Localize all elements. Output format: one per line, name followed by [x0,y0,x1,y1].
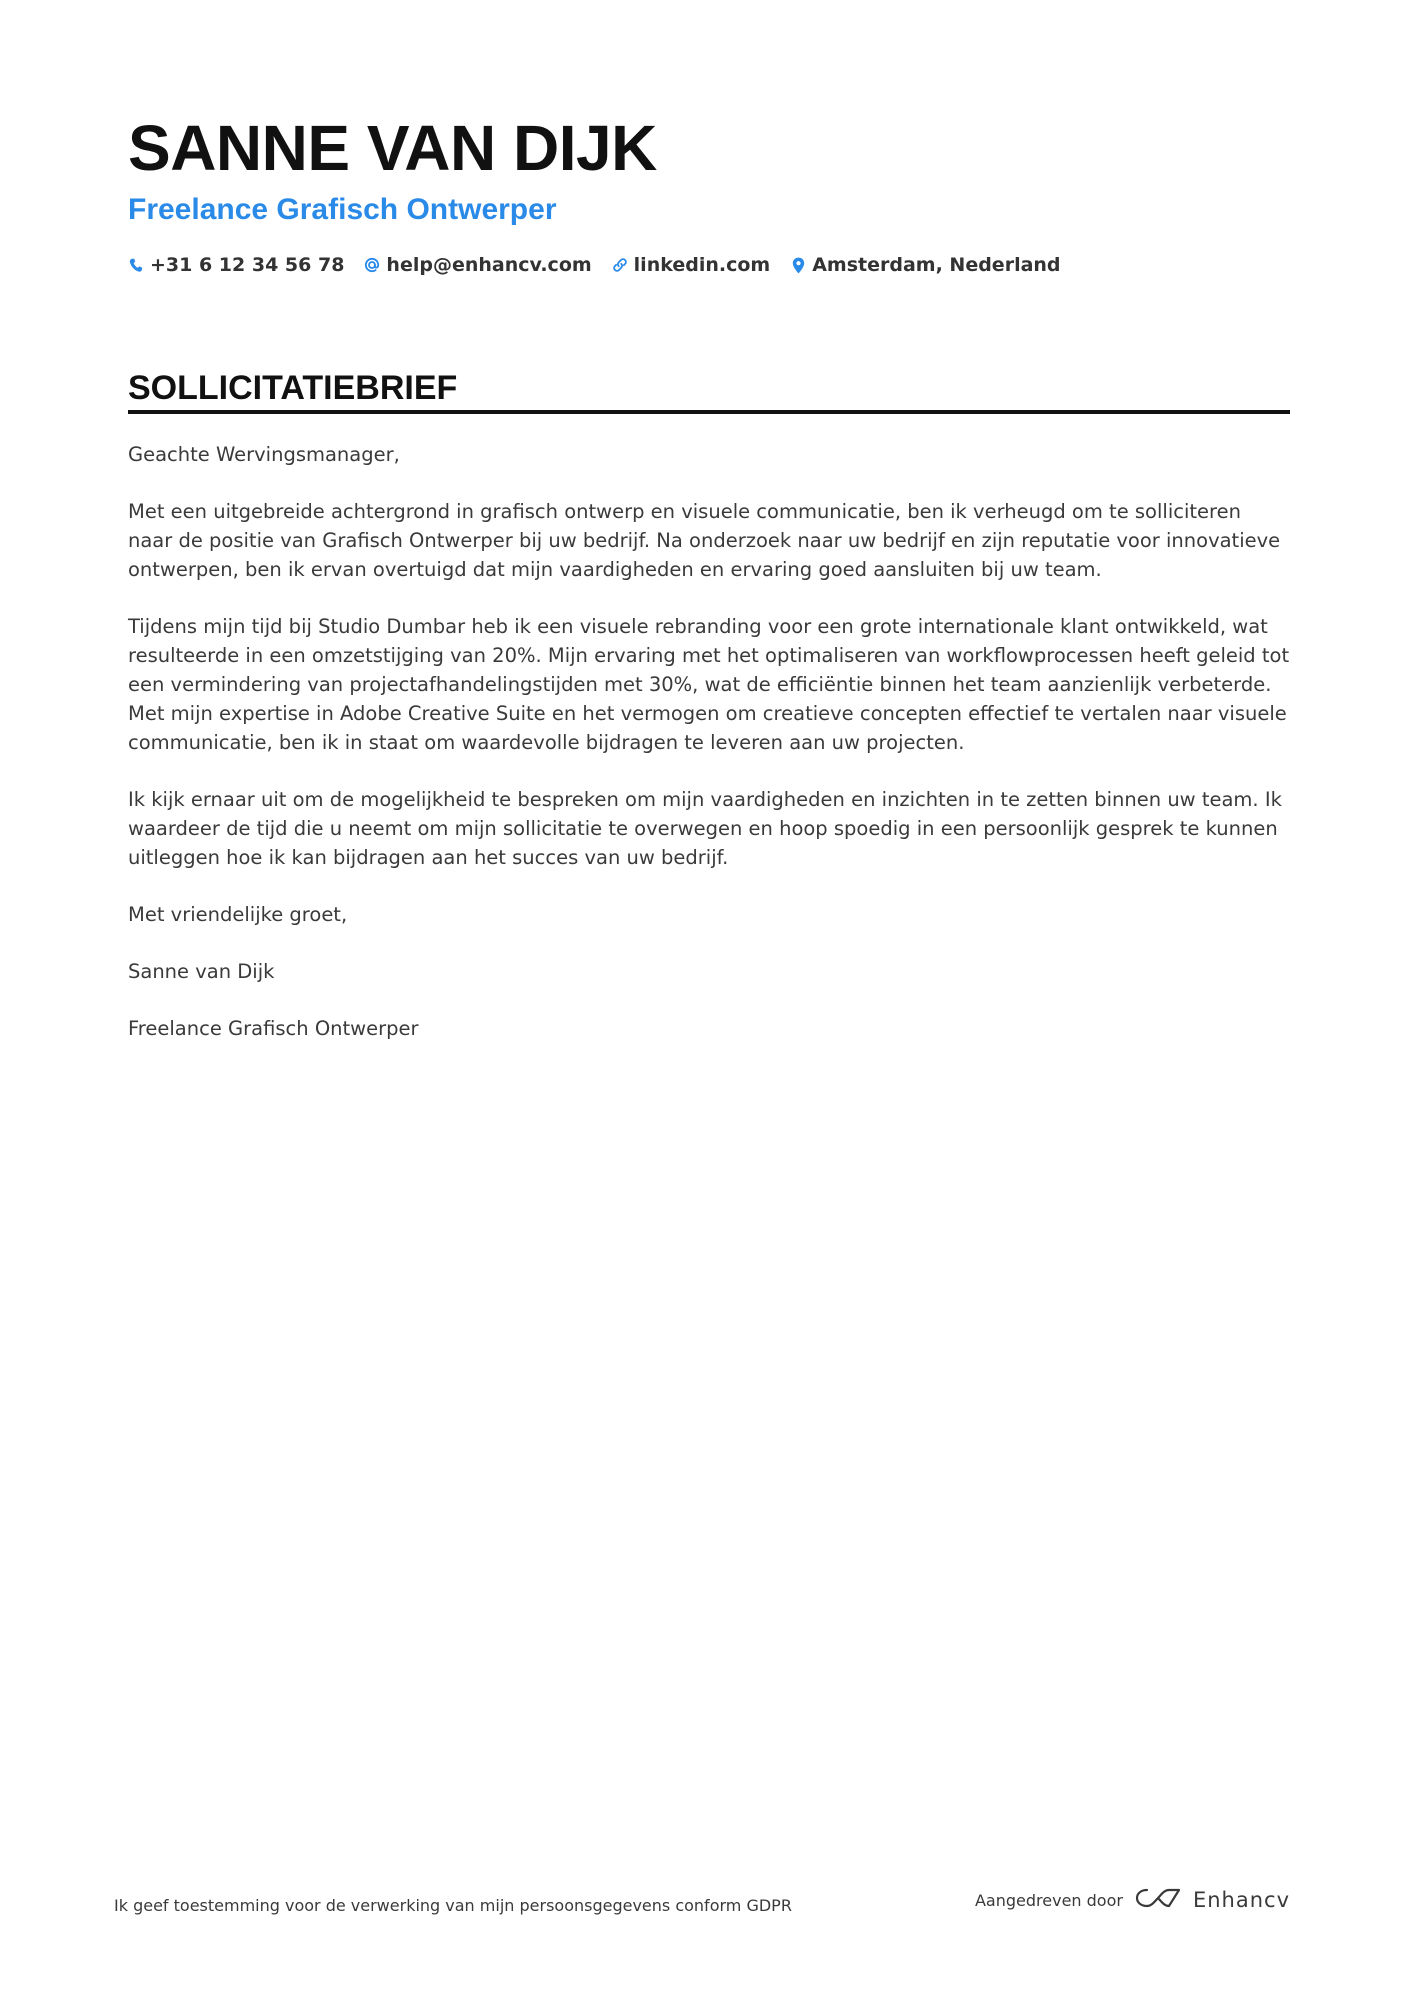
contact-bar [128,254,1061,276]
contact-location-text: Amsterdam, Nederland [812,254,1061,276]
letter-paragraph: Met een uitgebreide achtergrond in grafisch ontwerp en visuele communicatie, ben ik verheugd om te solliciteren naar de positie van Grafisch Ontwerper bij uw bedrijf. Na onderzoek naar uw bedrijf en zijn reputatie voor innovatieve ontwerpen, ben ik ervan overtuigd dat mijn vaardigheden en ervaring goed aansluiten bij uw team. [128,500,1281,581]
section-title: SOLLICITATIEBRIEF [128,369,458,407]
gdpr-consent: Ik geef toestemming voor de verwerking van mijn persoonsgegevens conform GDPR [114,1896,792,1915]
powered-by[interactable] [975,1886,1290,1914]
phone-icon [128,256,144,274]
contact-email[interactable] [364,254,591,276]
contact-linkedin-text: linkedin.com [633,254,771,276]
applicant-name: SANNE VAN DIJK [128,112,657,184]
letter-body [128,440,1290,1071]
enhancv-brand-text: Enhancv [1192,1888,1290,1912]
contact-phone[interactable] [128,254,344,276]
contact-location [790,254,1060,276]
contact-linkedin[interactable] [612,254,771,276]
section-divider [128,410,1290,414]
letter-paragraph: Tijdens mijn tijd bij Studio Dumbar heb ik een visuele rebranding voor een grote internationale klant ontwikkeld, wat resulteerde in een omzetstijging van 20%. Mijn ervaring met het optimaliseren van workflowprocessen heeft geleid tot een vermindering van projectafhandelingstijden met 30%, wat de efficiëntie binnen het team aanzienlijk verbeterde. Met mijn expertise in Adobe Creative Suite en het vermogen om creatieve concepten effectief te vertalen naar visuele communicatie, ben ik in staat om waardevolle bijdragen te leveren aan uw projecten. [128,615,1290,754]
at-icon [364,256,380,274]
signature-name: Sanne van Dijk [128,960,275,983]
contact-email-text: help@enhancv.com [386,254,592,276]
contact-phone-text: +31 6 12 34 56 78 [150,254,345,276]
signature-role: Freelance Grafisch Ontwerper [128,1017,419,1040]
letter-paragraph: Ik kijk ernaar uit om de mogelijkheid te bespreken om mijn vaardigheden en inzichten in te zetten binnen uw team. Ik waardeer de tijd die u neemt om mijn sollicitatie te overwegen en hoop spoedig in een persoonlijk gesprek te kunnen uitleggen hoe ik kan bijdragen aan het succes van uw bedrijf. [128,788,1282,869]
enhancv-logo-icon [1135,1886,1181,1914]
location-pin-icon [790,256,806,274]
link-icon [612,256,628,274]
letter-salutation: Geachte Wervingsmanager, [128,443,400,466]
powered-by-label: Aangedreven door [974,1890,1123,1910]
applicant-role: Freelance Grafisch Ontwerper [128,193,557,226]
letter-closing: Met vriendelijke groet, [128,903,348,926]
